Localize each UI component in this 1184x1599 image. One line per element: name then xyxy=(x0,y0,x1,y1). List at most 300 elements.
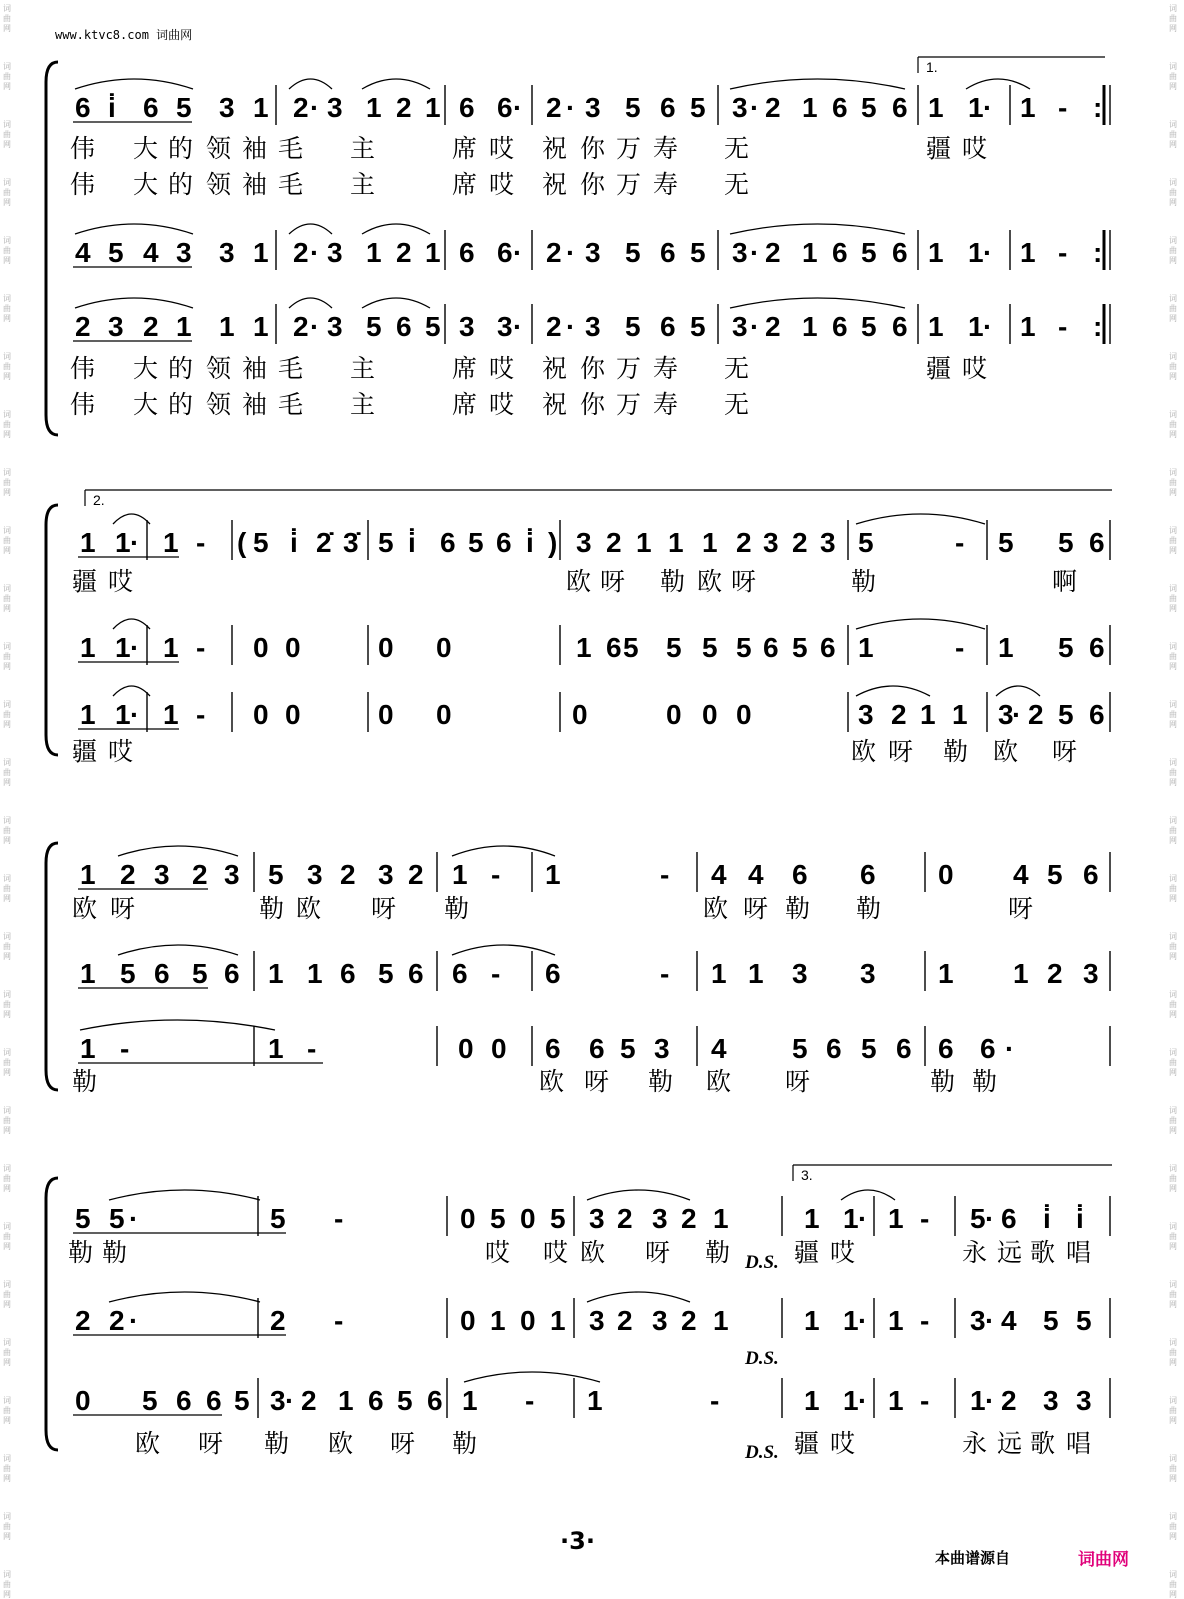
note-digit: 1 xyxy=(80,527,96,558)
lyric-char: 欧 xyxy=(697,567,723,596)
note-digit: 1 xyxy=(938,958,954,989)
watermark-char: 网 xyxy=(3,604,11,613)
note-digit: · xyxy=(566,311,576,342)
watermark-char: 词 xyxy=(1169,1164,1177,1173)
note-digit: 3 xyxy=(108,311,124,342)
note-digit: 5 xyxy=(378,958,394,989)
note-digit: 3 xyxy=(270,1385,286,1416)
lyric-char: 哎 xyxy=(489,390,515,419)
note-digit: 5 xyxy=(690,92,706,123)
slur xyxy=(113,686,150,696)
slur xyxy=(75,224,193,234)
note-digit: 5 xyxy=(176,92,192,123)
watermark-char: 词 xyxy=(3,874,11,883)
note-digit: 6 xyxy=(496,527,512,558)
note-digit: 5 xyxy=(378,527,394,558)
watermark-char: 词 xyxy=(3,526,11,535)
note-digit: 2 xyxy=(301,1385,317,1416)
note-digit: 1 xyxy=(843,1203,859,1234)
note-digit: 3 xyxy=(1076,1385,1092,1416)
watermark-char: 词 xyxy=(3,1570,11,1579)
watermark-char: 网 xyxy=(3,256,11,265)
lyric-char: 无 xyxy=(724,170,750,199)
lyric-char: 席 xyxy=(452,170,478,199)
watermark-char: 词 xyxy=(1169,990,1177,999)
note-digit: 5 xyxy=(861,92,877,123)
watermark-char: 曲 xyxy=(1169,420,1177,429)
lyric-char: 欧 xyxy=(706,1067,732,1096)
note-digit: · xyxy=(513,311,523,342)
note-digit: 1 xyxy=(163,699,179,730)
note-digit: 1 xyxy=(80,1033,96,1064)
note-digit: 5 xyxy=(1058,632,1074,663)
note-digit: 0 xyxy=(520,1305,536,1336)
note-digit: 5 xyxy=(1058,699,1074,730)
note-digit: 4 xyxy=(711,1033,727,1064)
note-digit: 0 xyxy=(378,699,394,730)
lyric-char: 欧 xyxy=(296,894,322,923)
note-digit: · xyxy=(985,1385,995,1416)
note-digit: 5 xyxy=(234,1385,250,1416)
watermark-char: 网 xyxy=(1169,1126,1177,1135)
note-digit: - xyxy=(1058,237,1068,268)
note-digit: 0 xyxy=(520,1203,536,1234)
watermark-char: 曲 xyxy=(1169,1406,1177,1415)
note-digit: 1 xyxy=(268,1033,284,1064)
note-digit: 1 xyxy=(462,1385,478,1416)
lyric-char: 毛 xyxy=(278,170,304,199)
lyric-char: 欧 xyxy=(851,737,877,766)
lyric-char: 无 xyxy=(724,134,750,163)
system-brace xyxy=(46,505,58,755)
note-digit: 5 xyxy=(620,1033,636,1064)
note-digit: · xyxy=(130,632,140,663)
watermark-char: 网 xyxy=(3,1300,11,1309)
watermark-char: 词 xyxy=(3,4,11,13)
watermark-char: 曲 xyxy=(1169,72,1177,81)
note-digit: 1 xyxy=(858,632,874,663)
volta-label: 2. xyxy=(93,492,105,508)
note-digit: 6 xyxy=(452,958,468,989)
note-digit: 2 xyxy=(120,859,136,890)
watermark-char: 词 xyxy=(3,584,11,593)
lyric-char: 毛 xyxy=(278,390,304,419)
note-digit: 5 xyxy=(666,632,682,663)
note-digit: 2 xyxy=(1047,958,1063,989)
lyric-char: 呀 xyxy=(645,1238,671,1267)
note-digit: 3 xyxy=(652,1305,668,1336)
note-digit: · xyxy=(985,1305,995,1336)
note-digit: 1 xyxy=(425,92,441,123)
lyric-char: 领 xyxy=(206,134,232,163)
lyric-char: 大 xyxy=(133,170,159,199)
watermark-char: 词 xyxy=(1169,1512,1177,1521)
watermark-char: 网 xyxy=(3,1242,11,1251)
note-digit: - xyxy=(196,527,206,558)
note-digit: 1 xyxy=(668,527,684,558)
note-digit: 2 xyxy=(143,311,159,342)
note-digit: 6 xyxy=(340,958,356,989)
note-digit: · xyxy=(285,1385,295,1416)
note-digit: 5 xyxy=(625,92,641,123)
lyric-char: 无 xyxy=(724,390,750,419)
watermark-char: 网 xyxy=(1169,720,1177,729)
watermark-char: 曲 xyxy=(3,130,11,139)
system-brace xyxy=(46,1178,58,1450)
lyric-char: 勒 xyxy=(264,1429,290,1458)
lyric-char: 毛 xyxy=(278,354,304,383)
watermark-char: 网 xyxy=(3,1068,11,1077)
lyric-char: 呀 xyxy=(390,1429,416,1458)
watermark-char: 网 xyxy=(3,720,11,729)
watermark-char: 网 xyxy=(3,662,11,671)
lyric-char: 欧 xyxy=(993,737,1019,766)
lyric-char: 疆 xyxy=(794,1238,820,1267)
watermark-char: 网 xyxy=(1169,1300,1177,1309)
lyric-char: 袖 xyxy=(242,390,268,419)
watermark-char: 词 xyxy=(3,1280,11,1289)
note-digit: 2 xyxy=(75,1305,91,1336)
note-digit: 0 xyxy=(702,699,718,730)
note-digit: 5 xyxy=(120,958,136,989)
watermark-char: 词 xyxy=(3,1106,11,1115)
note-digit: 6 xyxy=(545,1033,561,1064)
note-digit: 2 xyxy=(546,92,562,123)
watermark-char: 曲 xyxy=(1169,1174,1177,1183)
watermark-char: 词 xyxy=(1169,120,1177,129)
watermark-char: 曲 xyxy=(3,246,11,255)
lyric-char: 哎 xyxy=(489,354,515,383)
watermark-char: 曲 xyxy=(1169,1290,1177,1299)
lyric-char: 呀 xyxy=(888,737,914,766)
lyric-char: 欧 xyxy=(539,1067,565,1096)
watermark-char: 网 xyxy=(3,894,11,903)
watermark-char: 曲 xyxy=(1169,942,1177,951)
lyric-char: 欧 xyxy=(135,1429,161,1458)
watermark-char: 词 xyxy=(3,932,11,941)
watermark-char: 网 xyxy=(3,836,11,845)
watermark-char: 网 xyxy=(3,1590,11,1599)
note-digit: 6 xyxy=(826,1033,842,1064)
note-digit: 1 xyxy=(802,92,818,123)
note-digit: 3 xyxy=(327,237,343,268)
note-digit: 3 xyxy=(219,237,235,268)
watermark-char: 词 xyxy=(1169,4,1177,13)
note-digit: 1 xyxy=(253,311,269,342)
watermark-char: 词 xyxy=(1169,178,1177,187)
note-digit: 6 xyxy=(440,527,456,558)
note-digit: 1 xyxy=(968,237,984,268)
watermark-char: 曲 xyxy=(3,1232,11,1241)
lyric-char: 呀 xyxy=(371,894,397,923)
note-digit: 6 xyxy=(892,237,908,268)
lyric-char: 勒 xyxy=(102,1238,128,1267)
lyric-char: 万 xyxy=(616,390,642,419)
watermark-char: 网 xyxy=(1169,604,1177,613)
lyric-char: 伟 xyxy=(70,170,96,199)
note-digit: 1 xyxy=(713,1203,729,1234)
watermark-char: 曲 xyxy=(3,478,11,487)
note-digit: · xyxy=(310,311,320,342)
watermark-char: 词 xyxy=(3,236,11,245)
watermark-char: 词 xyxy=(1169,62,1177,71)
note-digit: i̇ xyxy=(1043,1203,1051,1234)
note-digit: 2 xyxy=(293,92,309,123)
note-digit: 5 xyxy=(690,311,706,342)
note-digit: 1 xyxy=(307,958,323,989)
note-digit: 6 xyxy=(1089,699,1105,730)
note-digit: 6 xyxy=(896,1033,912,1064)
note-digit: - xyxy=(196,632,206,663)
lyric-char: 哎 xyxy=(108,737,134,766)
note-digit: 6 xyxy=(396,311,412,342)
note-digit: 3 xyxy=(998,699,1014,730)
note-digit: 1 xyxy=(1020,92,1036,123)
note-digit: 2 xyxy=(765,237,781,268)
watermark-char: 曲 xyxy=(1169,884,1177,893)
lyric-char: 袖 xyxy=(242,354,268,383)
watermark-char: 曲 xyxy=(3,1464,11,1473)
note-digit: 1 xyxy=(802,311,818,342)
slur xyxy=(587,1292,690,1302)
note-digit: - xyxy=(334,1203,344,1234)
lyric-char: 寿 xyxy=(653,354,679,383)
note-digit: 1 xyxy=(843,1305,859,1336)
note-digit: : xyxy=(1093,311,1103,342)
lyric-char: 哎 xyxy=(830,1238,856,1267)
watermark-char: 网 xyxy=(1169,430,1177,439)
watermark-char: 网 xyxy=(1169,1184,1177,1193)
watermark-char: 词 xyxy=(1169,236,1177,245)
lyric-char: 呀 xyxy=(1008,894,1034,923)
note-digit: - xyxy=(307,1033,317,1064)
note-digit: 4 xyxy=(711,859,727,890)
slur xyxy=(856,619,985,629)
watermark-char: 曲 xyxy=(3,1348,11,1357)
lyric-char: 万 xyxy=(616,134,642,163)
lyric-char: 寿 xyxy=(653,170,679,199)
note-digit: 1 xyxy=(80,958,96,989)
slur xyxy=(452,945,555,955)
lyric-char: 祝 xyxy=(542,354,568,383)
note-digit: 2 xyxy=(293,237,309,268)
slur xyxy=(996,686,1040,696)
note-digit: 2 xyxy=(408,859,424,890)
note-digit: 3 xyxy=(576,527,592,558)
note-digit: 1 xyxy=(253,237,269,268)
note-digit: 1 xyxy=(636,527,652,558)
watermark-char: 词 xyxy=(3,410,11,419)
note-digit: 2 xyxy=(765,311,781,342)
note-digit: 0 xyxy=(436,632,452,663)
watermark-char: 曲 xyxy=(3,362,11,371)
watermark-char: 词 xyxy=(1169,294,1177,303)
note-digit: 0 xyxy=(458,1033,474,1064)
note-digit: 3 xyxy=(585,92,601,123)
lyric-char: 席 xyxy=(452,134,478,163)
note-digit: 2 xyxy=(192,859,208,890)
note-digit: 1 xyxy=(366,92,382,123)
watermark-char: 词 xyxy=(1169,1396,1177,1405)
lyric-char: 勒 xyxy=(856,894,882,923)
note-digit: 3 xyxy=(497,311,513,342)
note-digit: 1 xyxy=(802,237,818,268)
lyric-char: 疆 xyxy=(794,1429,820,1458)
note-digit: 1 xyxy=(888,1305,904,1336)
note-digit: 1 xyxy=(970,1385,986,1416)
watermark-char: 曲 xyxy=(3,884,11,893)
note-digit: 6 xyxy=(660,92,676,123)
note-digit: 1 xyxy=(253,92,269,123)
note-digit: 3 xyxy=(860,958,876,989)
lyric-char: 呀 xyxy=(600,567,626,596)
lyric-char: 勒 xyxy=(444,894,470,923)
note-digit: 3 xyxy=(327,311,343,342)
note-digit: 1 xyxy=(80,632,96,663)
note-digit: · xyxy=(310,237,320,268)
note-digit: · xyxy=(750,237,760,268)
watermark-char: 词 xyxy=(3,1512,11,1521)
watermark-char: 词 xyxy=(1169,584,1177,593)
note-digit: · xyxy=(858,1203,868,1234)
note-digit: 2 xyxy=(681,1305,697,1336)
note-digit: 1 xyxy=(452,859,468,890)
note-digit: - xyxy=(491,958,501,989)
note-digit: 6 xyxy=(832,92,848,123)
note-digit: 6 xyxy=(1089,527,1105,558)
watermark-char: 曲 xyxy=(1169,304,1177,313)
note-digit: 6 xyxy=(459,92,475,123)
system-brace xyxy=(46,62,58,435)
slur xyxy=(587,1190,690,1200)
lyric-char: 疆 xyxy=(72,737,98,766)
note-digit: 2 xyxy=(606,527,622,558)
note-digit: 1 xyxy=(490,1305,506,1336)
note-digit: 5 xyxy=(490,1203,506,1234)
watermark-char: 曲 xyxy=(3,14,11,23)
slur xyxy=(966,79,1030,89)
system-brace xyxy=(46,843,58,1090)
watermark-char: 曲 xyxy=(3,710,11,719)
watermark-char: 词 xyxy=(1169,874,1177,883)
note-digit: 2 xyxy=(1028,699,1044,730)
watermark-char: 词 xyxy=(1169,1338,1177,1347)
watermark-char: 词 xyxy=(3,294,11,303)
note-digit: 3 xyxy=(732,92,748,123)
note-digit: 3 xyxy=(154,859,170,890)
note-digit: 1 xyxy=(968,311,984,342)
note-digit: 1 xyxy=(163,527,179,558)
note-digit: 1 xyxy=(998,632,1014,663)
note-digit: - xyxy=(491,859,501,890)
note-digit: 6 xyxy=(1083,859,1099,890)
ds-marking: D.S. xyxy=(745,1348,779,1369)
note-digit: 0 xyxy=(491,1033,507,1064)
note-digit: 4 xyxy=(75,237,91,268)
watermark-char: 曲 xyxy=(3,768,11,777)
watermark-char: 曲 xyxy=(3,1116,11,1125)
note-digit: i̇ xyxy=(1076,1203,1084,1234)
watermark-char: 曲 xyxy=(3,652,11,661)
note-digit: · xyxy=(983,237,993,268)
note-digit: 6 xyxy=(545,958,561,989)
note-digit: 3 xyxy=(1083,958,1099,989)
watermark-char: 词 xyxy=(1169,642,1177,651)
note-digit: 1 xyxy=(920,699,936,730)
watermark-char: 网 xyxy=(3,1010,11,1019)
note-digit: 2 xyxy=(293,311,309,342)
note-digit: 5 xyxy=(468,527,484,558)
watermark-char: 曲 xyxy=(1169,594,1177,603)
note-digit: · xyxy=(858,1385,868,1416)
lyric-char: 疆 xyxy=(72,567,98,596)
note-digit: 5 xyxy=(270,1203,286,1234)
lyric-char: 祝 xyxy=(542,390,568,419)
note-digit: 1 xyxy=(1020,311,1036,342)
note-digit: 1 xyxy=(366,237,382,268)
watermark-char: 曲 xyxy=(3,536,11,545)
note-digit: 2 xyxy=(1001,1385,1017,1416)
lyric-char: 的 xyxy=(168,134,194,163)
watermark-char: 词 xyxy=(1169,1106,1177,1115)
lyric-char: 疆 xyxy=(926,354,952,383)
note-digit: 0 xyxy=(253,699,269,730)
watermark-char: 曲 xyxy=(3,1058,11,1067)
note-digit: 5 xyxy=(861,1033,877,1064)
lyric-char: 主 xyxy=(350,354,376,383)
slur xyxy=(113,619,150,629)
watermark-char: 曲 xyxy=(1169,14,1177,23)
lyric-char: 你 xyxy=(580,170,606,199)
watermark-char: 曲 xyxy=(1169,478,1177,487)
note-digit: 4 xyxy=(1013,859,1029,890)
lyric-char: 唱 xyxy=(1066,1238,1092,1267)
watermark-char: 词 xyxy=(3,816,11,825)
volta-label: 3. xyxy=(801,1167,813,1183)
watermark-char: 网 xyxy=(3,430,11,439)
note-digit: 3 xyxy=(307,859,323,890)
lyric-char: 远 xyxy=(997,1429,1023,1458)
watermark-char: 网 xyxy=(1169,1010,1177,1019)
note-digit: - xyxy=(1058,92,1068,123)
watermark-char: 词 xyxy=(1169,1222,1177,1231)
slur xyxy=(289,224,332,234)
watermark-char: 词 xyxy=(1169,468,1177,477)
slur xyxy=(841,1190,895,1200)
watermark-char: 网 xyxy=(1169,314,1177,323)
lyric-char: 呀 xyxy=(110,894,136,923)
note-digit: 1 xyxy=(545,859,561,890)
note-digit: 0 xyxy=(436,699,452,730)
slur xyxy=(730,79,905,89)
lyric-char: 哎 xyxy=(489,134,515,163)
note-digit: 1 xyxy=(115,699,131,730)
note-digit: i̇ xyxy=(108,92,116,123)
watermark-char: 曲 xyxy=(1169,536,1177,545)
lyric-char: 寿 xyxy=(653,134,679,163)
note-digit: 1 xyxy=(1013,958,1029,989)
slur xyxy=(113,514,150,524)
note-digit: 3 xyxy=(459,311,475,342)
lyric-char: 勒 xyxy=(785,894,811,923)
watermark-char: 词 xyxy=(1169,758,1177,767)
ds-marking: D.S. xyxy=(745,1252,779,1273)
watermark-char: 曲 xyxy=(1169,652,1177,661)
note-digit: 2 xyxy=(396,92,412,123)
note-digit: 5 xyxy=(109,1203,125,1234)
lyric-char: 的 xyxy=(168,354,194,383)
watermark-char: 曲 xyxy=(1169,768,1177,777)
